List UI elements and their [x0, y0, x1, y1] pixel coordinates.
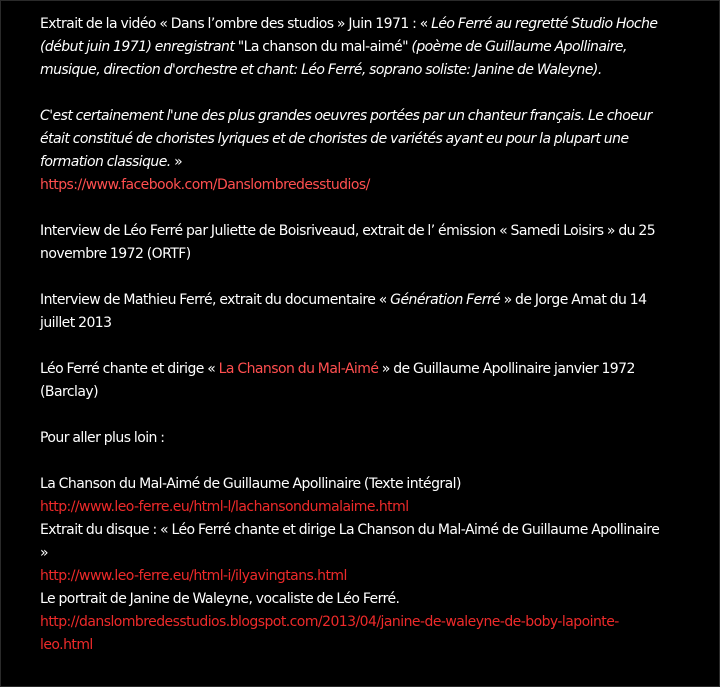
p7-line-7: [40, 611, 700, 634]
further-reading-heading: [40, 427, 700, 450]
p3-text: Interview de Léo Ferré par Juliette de Boisriveaud, extrait de l’ émission « Samedi Loisirs » du 25: [40, 223, 656, 239]
spacer: [40, 450, 700, 473]
p7-line-2: [40, 496, 700, 519]
p2-line-1: [40, 105, 700, 128]
p7-line-5: [40, 565, 700, 588]
p1-text: Extrait de la vidéo « Dans l’ombre des studios » Juin 1971 : «: [40, 16, 432, 32]
p4-text: Interview de Mathieu Ferré, extrait du documentaire «: [40, 292, 391, 308]
blog-link[interactable]: http://danslombredesstudios.blogspot.com/2013/04/janine-de-waleyne-de-boby-lapointe-: [40, 614, 619, 630]
p2-italic-text: était constitué de choristes lyriques et de choristes de variétés ayant eu pour la plupart une: [40, 131, 629, 147]
p5-line-2: [40, 381, 700, 404]
p2-line-3: [40, 151, 700, 174]
chanson-mal-aime-link[interactable]: La Chanson du Mal-Aimé: [218, 361, 379, 377]
p4-text: juillet 2013: [40, 315, 112, 331]
p1-italic-text: Léo Ferré au regretté Studio Hoche: [431, 16, 658, 32]
p1-italic-text: (poème de Guillaume Apollinaire,: [408, 39, 627, 55]
p7-text: »: [40, 545, 49, 561]
spacer: [40, 266, 700, 289]
record-link[interactable]: http://www.leo-ferre.eu/html-i/ilyavingtans.html: [40, 568, 347, 584]
p5-text: Léo Ferré chante et dirige «: [40, 361, 219, 377]
p7-text: La Chanson du Mal-Aimé de Guillaume Apollinaire (Texte intégral): [40, 476, 461, 492]
p1-italic-text: (début juin 1971) enregistrant: [40, 39, 238, 55]
article-body: [40, 13, 700, 657]
p4-line-1: [40, 289, 700, 312]
p5-text: (Barclay): [40, 384, 99, 400]
p7-line-8: [40, 634, 700, 657]
p3-line-2: [40, 243, 700, 266]
heading-text: Pour aller plus loin :: [40, 430, 165, 446]
spacer: [40, 197, 700, 220]
p1-line-3: [40, 59, 700, 82]
p2-italic-text: C'est certainement l'une des plus grandes oeuvres portées par un chanteur français. Le choeur: [40, 108, 652, 124]
facebook-link[interactable]: https://www.facebook.com/Danslombredesstudios/: [40, 177, 370, 193]
closing-quote: »: [170, 154, 183, 170]
spacer: [40, 335, 700, 358]
p2-line-4: [40, 174, 700, 197]
p4-text: » de Jorge Amat du 14: [500, 292, 647, 308]
blog-link-continued[interactable]: leo.html: [40, 637, 93, 653]
p5-text: » de Guillaume Apollinaire janvier 1972: [378, 361, 635, 377]
p7-line-4: [40, 542, 700, 565]
spacer: [40, 82, 700, 105]
p3-text: novembre 1972 (ORTF): [40, 246, 191, 262]
p7-text: Extrait du disque : « Léo Ferré chante et dirige La Chanson du Mal-Aimé de Guillaume Apollinaire: [40, 522, 660, 538]
spacer: [40, 404, 700, 427]
song-title: "La chanson du mal-aimé": [237, 39, 409, 55]
p1-line-1: [40, 13, 700, 36]
p5-line-1: [40, 358, 700, 381]
p2-line-2: [40, 128, 700, 151]
documentary-title: Génération Ferré: [390, 292, 501, 308]
p2-italic-text: formation classique.: [40, 154, 171, 170]
p7-text: Le portrait de Janine de Waleyne, vocaliste de Léo Ferré.: [40, 591, 400, 607]
p1-line-2: [40, 36, 700, 59]
p7-line-6: [40, 588, 700, 611]
p4-line-2: [40, 312, 700, 335]
p7-line-3: [40, 519, 700, 542]
lyrics-link[interactable]: http://www.leo-ferre.eu/html-l/lachansondumalaime.html: [40, 499, 409, 515]
p1-italic-text: musique, direction d'orchestre et chant: Léo Ferré, soprano soliste: Janine de Waleyne).: [40, 62, 602, 78]
p3-line-1: [40, 220, 700, 243]
p7-line-1: [40, 473, 700, 496]
